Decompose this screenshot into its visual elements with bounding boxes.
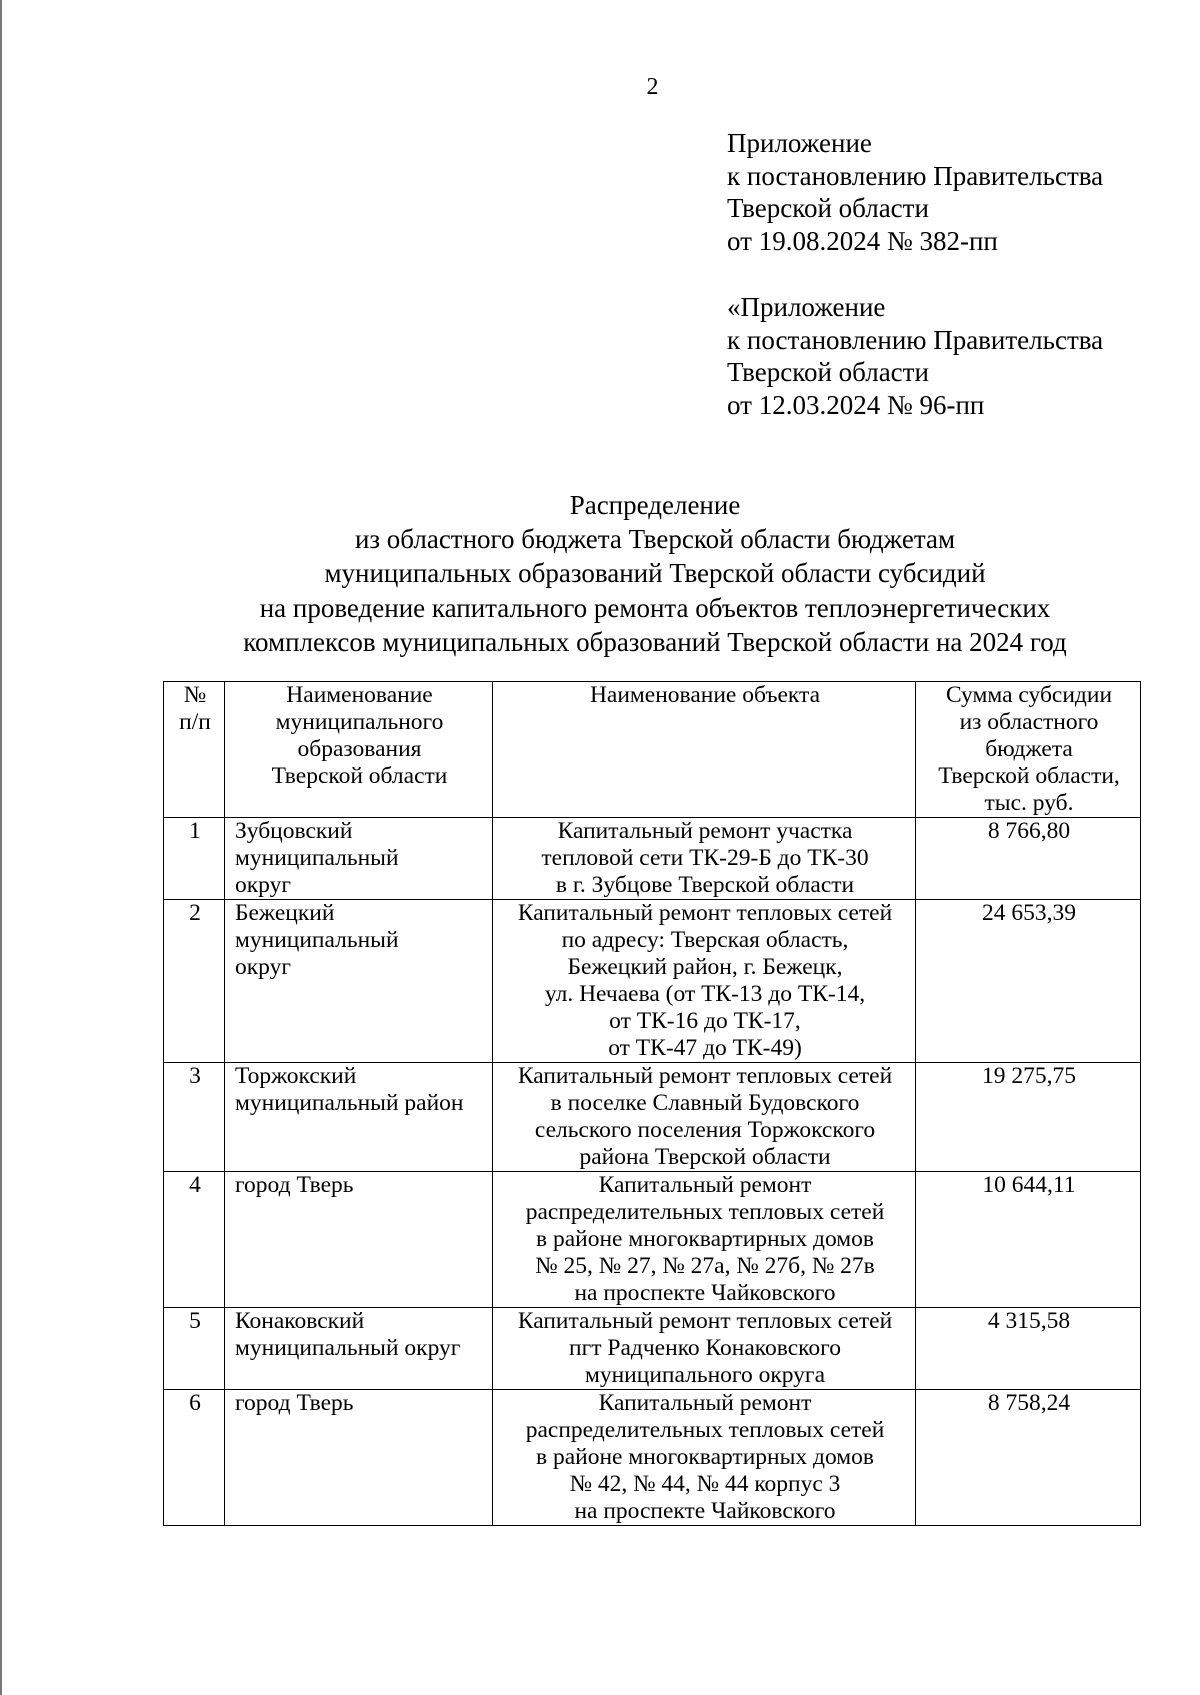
cell-number: 3	[164, 1063, 225, 1172]
appendix-line: Тверской области	[727, 357, 929, 387]
cell-amount: 4 315,58	[916, 1308, 1141, 1390]
cell-number: 5	[164, 1308, 225, 1390]
subsidy-table	[163, 681, 1141, 1526]
municipality-line: муниципальный	[235, 927, 399, 953]
page-edge	[0, 0, 2, 1695]
object-line: в поселке Славный Будовского	[550, 1090, 860, 1116]
object-line: Капитальный ремонт участка	[557, 818, 853, 844]
cell-amount: 8 758,24	[916, 1390, 1141, 1526]
table-row	[164, 1172, 1141, 1308]
municipality-line: город Тверь	[235, 1390, 354, 1416]
cell-number: 1	[164, 818, 225, 900]
municipality-line: муниципальный	[235, 845, 399, 871]
object-line: от ТК-47 до ТК-49)	[608, 1035, 802, 1061]
object-line: № 25, № 27, № 27а, № 27б, № 27в	[535, 1253, 875, 1279]
cell-municipality	[225, 1390, 493, 1526]
object-line: района Тверской области	[579, 1144, 831, 1170]
municipality-line: округ	[235, 872, 291, 898]
cell-number: 4	[164, 1172, 225, 1308]
municipality-line: Конаковский	[235, 1308, 365, 1334]
municipality-line: Торжокский	[235, 1063, 357, 1089]
cell-number: 2	[164, 900, 225, 1063]
title-line: из областного бюджета Тверской области бюджетам	[354, 524, 956, 555]
object-line: от ТК-16 до ТК-17,	[609, 1008, 801, 1034]
object-line: распределительных тепловых сетей	[525, 1199, 885, 1225]
title-line: на проведение капитального ремонта объектов теплоэнергетических	[259, 592, 1051, 623]
cell-municipality	[225, 1172, 493, 1308]
municipality-line: округ	[235, 954, 291, 980]
cell-amount: 24 653,39	[916, 900, 1141, 1063]
object-line: по адресу: Тверская область,	[561, 927, 849, 953]
object-line: муниципального округа	[584, 1362, 825, 1388]
cell-municipality	[225, 1063, 493, 1172]
document-title	[150, 488, 1160, 659]
appendix-line: к постановлению Правительства	[727, 324, 1104, 355]
appendix-line: от 19.08.2024 № 382-пп	[727, 225, 998, 256]
cell-municipality	[225, 900, 493, 1063]
table-row	[164, 818, 1141, 900]
object-line: распределительных тепловых сетей	[525, 1417, 885, 1443]
object-line: на проспекте Чайковского	[574, 1498, 836, 1524]
object-line: Капитальный ремонт	[598, 1390, 812, 1416]
appendix-previous	[727, 291, 1187, 421]
municipality-line: Бежецкий	[235, 900, 335, 926]
appendix-line: к постановлению Правительства	[727, 160, 1104, 191]
title-line: Распределение	[569, 490, 741, 520]
table-header-row	[164, 682, 1141, 818]
appendix-line: от 12.03.2024 № 96-пп	[727, 389, 985, 420]
cell-amount: 19 275,75	[916, 1063, 1141, 1172]
title-line: муниципальных образований Тверской области субсидий	[324, 558, 986, 589]
table-row	[164, 900, 1141, 1063]
object-line: тепловой сети ТК-29-Б до ТК-30	[541, 845, 869, 871]
appendix-line: Тверской области	[727, 193, 929, 223]
header-object: Наименование объекта	[493, 682, 916, 818]
object-line: в районе многоквартирных домов	[536, 1226, 874, 1252]
appendix-line: Приложение	[727, 128, 872, 158]
cell-object	[493, 1172, 916, 1308]
table-row	[164, 1308, 1141, 1390]
object-line: Капитальный ремонт	[598, 1172, 812, 1198]
municipality-line: Зубцовский	[235, 818, 353, 844]
cell-number: 6	[164, 1390, 225, 1526]
header-amount: Сумма субсидии из областного бюджета Тверской области, тыс. руб.	[916, 682, 1141, 818]
appendix-current	[727, 127, 1187, 257]
cell-municipality	[225, 1308, 493, 1390]
object-line: ул. Нечаева (от ТК-13 до ТК-14,	[544, 981, 866, 1007]
object-line: в районе многоквартирных домов	[536, 1444, 874, 1470]
object-line: пгт Радченко Конаковского	[569, 1335, 841, 1361]
object-line: на проспекте Чайковского	[574, 1280, 836, 1306]
cell-municipality	[225, 818, 493, 900]
appendix-line: «Приложение	[727, 292, 886, 322]
cell-object	[493, 900, 916, 1063]
cell-amount: 8 766,80	[916, 818, 1141, 900]
title-line: комплексов муниципальных образований Тверской области на 2024 год	[243, 626, 1067, 657]
object-line: Капитальный ремонт тепловых сетей	[517, 1308, 893, 1334]
object-line: № 42, № 44, № 44 корпус 3	[569, 1471, 841, 1497]
municipality-line: город Тверь	[235, 1172, 354, 1198]
object-line: в г. Зубцове Тверской области	[555, 872, 855, 898]
table-row	[164, 1390, 1141, 1526]
header-municipality: Наименование муниципального образования Тверской области	[225, 682, 493, 818]
object-line: Капитальный ремонт тепловых сетей	[517, 900, 893, 926]
cell-object	[493, 1390, 916, 1526]
header-number: № п/п	[164, 682, 225, 818]
cell-object	[493, 1308, 916, 1390]
municipality-line: муниципальный район	[235, 1090, 464, 1116]
object-line: Бежецкий район, г. Бежецк,	[567, 954, 843, 980]
page-number: 2	[646, 74, 659, 100]
object-line: Капитальный ремонт тепловых сетей	[517, 1063, 893, 1089]
cell-object	[493, 818, 916, 900]
municipality-line: муниципальный округ	[235, 1335, 461, 1361]
cell-amount: 10 644,11	[916, 1172, 1141, 1308]
cell-object	[493, 1063, 916, 1172]
table-row	[164, 1063, 1141, 1172]
object-line: сельского поселения Торжокского	[534, 1117, 876, 1143]
